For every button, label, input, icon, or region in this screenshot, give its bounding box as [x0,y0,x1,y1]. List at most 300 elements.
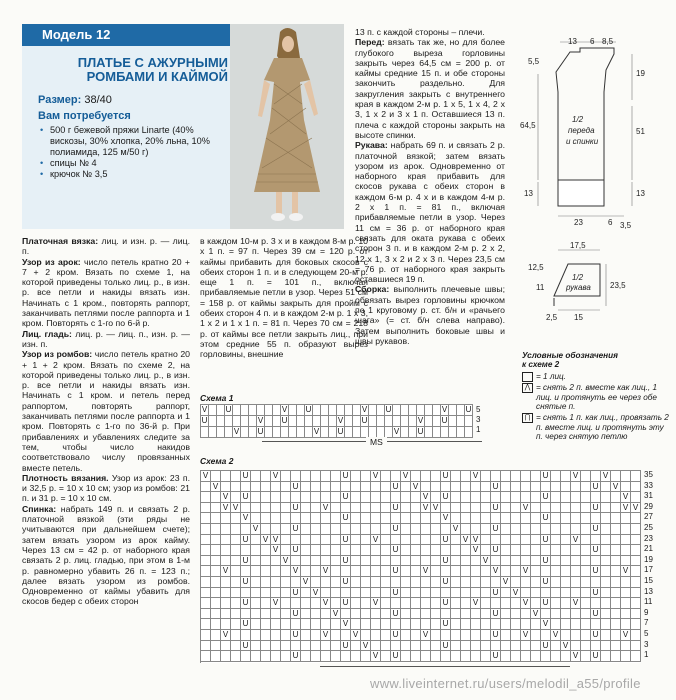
chart-cell [481,492,491,503]
chart-cell [581,619,591,630]
chart-cell [611,556,621,567]
chart-cell [631,641,641,652]
header-card [22,24,230,229]
row-number: 3 [644,639,649,649]
chart-cell [221,545,231,556]
chart-cell [531,641,541,652]
chart-cell [261,492,271,503]
chart-cell [531,545,541,556]
chart-cell [251,619,261,630]
chart-cell [201,535,211,546]
chart-cell [361,545,371,556]
chart-cell [421,471,431,482]
chart-cell [249,405,257,416]
chart-cell [411,545,421,556]
chart-cell [431,492,441,503]
chart-cell [329,416,337,427]
chart-cell [531,535,541,546]
chart-cell [211,524,221,535]
chart-cell: U [541,556,551,567]
chart-cell: U [491,630,501,641]
chart-cell [571,492,581,503]
chart-cell [321,588,331,599]
chart-cell: U [241,619,251,630]
chart-cell [361,598,371,609]
chart-cell [581,598,591,609]
row-number: 21 [644,544,653,554]
chart-cell [541,609,551,620]
materials-heading: Вам потребуется [38,110,131,122]
chart-cell [369,405,377,416]
chart-cell [411,619,421,630]
chart-cell: U [225,405,232,414]
chart-cell: V [251,524,261,535]
paragraph-back: Спинка: набрать 149 п. и связать 2 р. платочной вязкой (эти ряды не учитываются при дальнейшем счете); затем вязать узором из арок кайму. Через 13 см = 42 р. от наборного края связать 2 р. лиц. гладью, при этом в 1-м р. равномерно убавить 26 п. = 123 п.; далее вязать узором из ромбов. Одновременно от каймы убавить для скосов бедер с обеих сторон [22,503,190,607]
chart-cell [611,598,621,609]
material-item: • спицы № 4 [40,158,97,168]
chart-cell [361,535,371,546]
chart-cell: V [371,535,381,546]
chart-cell [591,598,601,609]
chart-cell [401,651,411,662]
chart-cell [491,641,501,652]
chart-cell: U [257,427,264,436]
chart-cell [601,566,611,577]
chart-cell [471,503,481,514]
chart-cell [571,503,581,514]
chart-cell [521,619,531,630]
chart-cell [621,598,631,609]
chart-cell [501,619,511,630]
chart-cell [521,545,531,556]
chart-cell [369,416,377,427]
chart-cell [381,598,391,609]
chart-cell [233,416,241,427]
chart-cell [261,556,271,567]
chart-cell [291,619,301,630]
chart-cell [261,513,271,524]
chart-cell [331,556,341,567]
chart-cell [251,588,261,599]
chart-cell: V [261,535,271,546]
chart-cell: V [521,630,531,641]
chart-cell [321,619,331,630]
chart-cell [511,492,521,503]
chart-cell [251,577,261,588]
chart-cell [225,416,233,427]
chart-cell [631,471,641,482]
chart-cell: V [311,588,321,599]
chart-cell [631,556,641,567]
chart-cell: V [321,630,331,641]
chart-cell: V [321,566,331,577]
chart-cell [541,482,551,493]
chart-cell [201,588,211,599]
chart-cell [421,545,431,556]
row-number: 5 [476,405,481,414]
chart-1-row-numbers [476,405,488,441]
chart-cell [217,427,225,438]
chart-cell [311,651,321,662]
chart-cell [511,471,521,482]
chart-cell [531,482,541,493]
chart-cell [251,598,261,609]
chart-cell [211,535,221,546]
chart-cell [425,427,433,438]
chart-cell [271,566,281,577]
chart-cell [297,405,305,416]
chart-cell: V [521,598,531,609]
chart-cell: U [441,619,451,630]
sleeve-dim-bottom-b: 15 [574,313,583,322]
chart-cell [261,619,271,630]
chart-cell [321,471,331,482]
chart-cell: V [491,566,501,577]
chart-cell: U [441,492,451,503]
chart-cell [251,641,261,652]
chart-cell [351,556,361,567]
chart-cell [631,630,641,641]
paragraph-shoulders: 13 п. с каждой стороны – плечи. [355,27,485,37]
chart-cell [353,416,361,427]
chart-cell [431,619,441,630]
chart-cell [461,513,471,524]
chart-cell [331,651,341,662]
chart-cell [291,513,301,524]
chart-cell: U [591,609,601,620]
chart-cell [311,503,321,514]
chart-cell: V [421,503,431,514]
chart-cell [341,566,351,577]
chart-cell [251,471,261,482]
chart-cell [265,405,273,416]
chart-cell [471,609,481,620]
chart-cell [351,524,361,535]
chart-cell [221,577,231,588]
chart-cell [581,588,591,599]
chart-cell [231,577,241,588]
chart-cell [461,492,471,503]
schema-label-3: и спинки [566,137,599,146]
sleeve-dim-top: 17,5 [570,241,586,250]
chart-cell [571,545,581,556]
chart-cell [273,405,281,416]
chart-cell [491,535,501,546]
chart-cell: U [305,405,312,414]
chart-cell [591,641,601,652]
chart-cell: V [301,577,311,588]
chart-cell [471,588,481,599]
chart-cell [421,619,431,630]
chart-cell [361,588,371,599]
chart-cell: U [491,482,501,493]
chart-cell [481,641,491,652]
chart-cell [261,545,271,556]
chart-cell [591,577,601,588]
chart-cell [265,416,273,427]
chart-cell [561,513,571,524]
chart-cell [321,482,331,493]
chart-cell [611,651,621,662]
chart-cell [331,588,341,599]
chart-cell [311,641,321,652]
chart-cell [341,588,351,599]
chart-cell [201,427,209,438]
chart-cell: V [401,471,411,482]
chart-cell [381,641,391,652]
chart-cell [431,556,441,567]
dim-hem-left: 13 [524,189,533,198]
chart-2-grid [200,470,641,663]
chart-cell: V [271,545,281,556]
chart-cell [353,427,361,438]
chart-cell [591,513,601,524]
chart-cell [521,471,531,482]
chart-cell [361,651,371,662]
chart-cell [451,619,461,630]
chart-cell [461,545,471,556]
chart-cell: U [291,609,301,620]
chart-cell: U [291,651,301,662]
chart-cell [221,535,231,546]
chart-cell [571,513,581,524]
row-number: 5 [644,629,649,638]
dim-left-big: 64,5 [520,121,536,130]
chart-cell [401,427,409,438]
chart-cell [425,405,433,416]
chart-cell [457,405,465,416]
chart-cell [461,651,471,662]
chart-cell [231,524,241,535]
chart-cell [331,545,341,556]
chart-cell: V [341,619,351,630]
chart-cell [211,566,221,577]
chart-cell [511,566,521,577]
chart-cell [341,609,351,620]
chart-cell [311,598,321,609]
chart-cell [231,545,241,556]
chart-cell [551,619,561,630]
chart-cell: U [341,535,351,546]
dim-top: 13 [568,37,577,46]
chart-cell [631,545,641,556]
chart-cell [231,492,241,503]
chart-cell [271,503,281,514]
chart-cell [521,524,531,535]
chart-cell [351,651,361,662]
chart-cell [501,556,511,567]
chart-cell [361,471,371,482]
chart-cell [221,482,231,493]
chart-cell [241,545,251,556]
chart-cell [601,492,611,503]
chart-cell [211,619,221,630]
chart-cell [201,651,211,662]
chart-cell [371,566,381,577]
chart-cell [331,492,341,503]
chart-cell [421,598,431,609]
chart-cell [501,566,511,577]
chart-cell [551,598,561,609]
chart-cell: U [241,471,251,482]
chart-cell [331,566,341,577]
chart-cell [411,471,421,482]
chart-cell: U [291,630,301,641]
chart-cell [601,630,611,641]
chart-cell [261,598,271,609]
chart-cell [351,641,361,652]
chart-cell [231,630,241,641]
chart-cell [391,556,401,567]
chart-cell [511,577,521,588]
chart-cell [261,577,271,588]
chart-cell [631,588,641,599]
chart-cell [521,535,531,546]
chart-cell [201,630,211,641]
chart-cell [409,405,417,416]
chart-cell: V [257,416,264,425]
chart-cell [521,482,531,493]
chart-cell [281,503,291,514]
legend-item: ⋂ = снять 1 п. как лиц., провязать 2 п. вместе лиц. и протянуть эту п. через снятую петлю [522,413,672,441]
chart-cell [451,630,461,641]
text-column-3 [355,27,505,346]
chart-cell [421,577,431,588]
chart-cell [261,641,271,652]
chart-cell: U [541,535,551,546]
chart-cell [481,588,491,599]
chart-cell [351,492,361,503]
chart-cell [621,545,631,556]
chart-cell [581,577,591,588]
row-number: 27 [644,512,653,522]
chart-cell [581,513,591,524]
chart-cell [221,588,231,599]
chart-cell [251,609,261,620]
chart-cell [561,630,571,641]
chart-cell [461,482,471,493]
chart-cell [401,577,411,588]
chart-cell [441,651,451,662]
decrease-right-symbol-icon: ⋂ [522,413,533,423]
chart-cell [301,524,311,535]
chart-cell [451,577,461,588]
row-number: 19 [644,554,653,564]
chart-cell [301,482,311,493]
chart-cell [371,630,381,641]
chart-cell [561,609,571,620]
chart-cell [601,545,611,556]
chart-cell [601,619,611,630]
sleeve-label-2: рукава [566,283,591,292]
chart-cell [271,492,281,503]
chart-cell [321,641,331,652]
chart-cell [451,556,461,567]
row-number: 33 [644,480,653,490]
chart-cell [381,619,391,630]
decrease-left-symbol-icon: ⋀ [522,383,533,393]
chart-cell: V [371,651,381,662]
chart-cell [301,556,311,567]
chart-cell [481,651,491,662]
chart-cell: V [531,609,541,620]
chart-cell [241,524,251,535]
chart-cell: U [241,492,251,503]
chart-cell [441,503,451,514]
chart-cell [371,641,381,652]
sleeve-dim-left-a: 12,5 [528,263,544,272]
chart-cell [481,566,491,577]
chart-cell: U [591,524,601,535]
chart-cell [251,513,261,524]
chart-cell [251,630,261,641]
paragraph-stockinette: Лиц. гладь: лиц. р. — лиц. п., изн. р. — изн. п. [22,328,190,349]
chart-cell [341,651,351,662]
chart-cell [531,598,541,609]
chart-cell [541,524,551,535]
chart-cell [211,651,221,662]
chart-cell [631,598,641,609]
dim-left-small: 5,5 [528,57,540,66]
chart-cell [409,427,417,438]
chart-cell [531,566,541,577]
chart-cell [351,535,361,546]
material-item: • крючок № 3,5 [40,169,108,179]
chart-cell [421,556,431,567]
title-line-1: ПЛАТЬЕ С АЖУРНЫМИ [77,55,228,70]
chart-cell: V [481,556,491,567]
chart-cell [511,545,521,556]
body-schematic [520,30,670,230]
chart-cell: V [313,427,320,436]
chart-cell [231,598,241,609]
chart-2-title: Схема 2 [200,456,234,466]
chart-cell [601,641,611,652]
chart-cell [321,524,331,535]
chart-cell: U [491,524,501,535]
chart-cell [501,641,511,652]
chart-cell [551,566,561,577]
chart-cell: U [391,503,401,514]
chart-cell [301,630,311,641]
chart-cell: V [441,513,451,524]
chart-cell [411,641,421,652]
chart-cell [221,651,231,662]
chart-cell [631,577,641,588]
chart-cell [291,556,301,567]
chart-cell: V [221,503,231,514]
materials-list [40,125,228,180]
chart-cell [561,588,571,599]
chart-cell [201,577,211,588]
chart-cell [401,598,411,609]
chart-cell [571,609,581,620]
chart-cell [271,513,281,524]
chart-cell [451,641,461,652]
chart-cell [551,482,561,493]
chart-cell [431,588,441,599]
chart-cell [571,524,581,535]
chart-cell [271,524,281,535]
chart-cell [401,513,411,524]
chart-cell [341,503,351,514]
dim-bottom-b: 6 [608,218,613,227]
chart-cell: V [471,598,481,609]
chart-cell [631,619,641,630]
size-value: 38/40 [84,94,112,106]
chart-cell: V [201,405,208,414]
chart-cell: V [471,545,481,556]
